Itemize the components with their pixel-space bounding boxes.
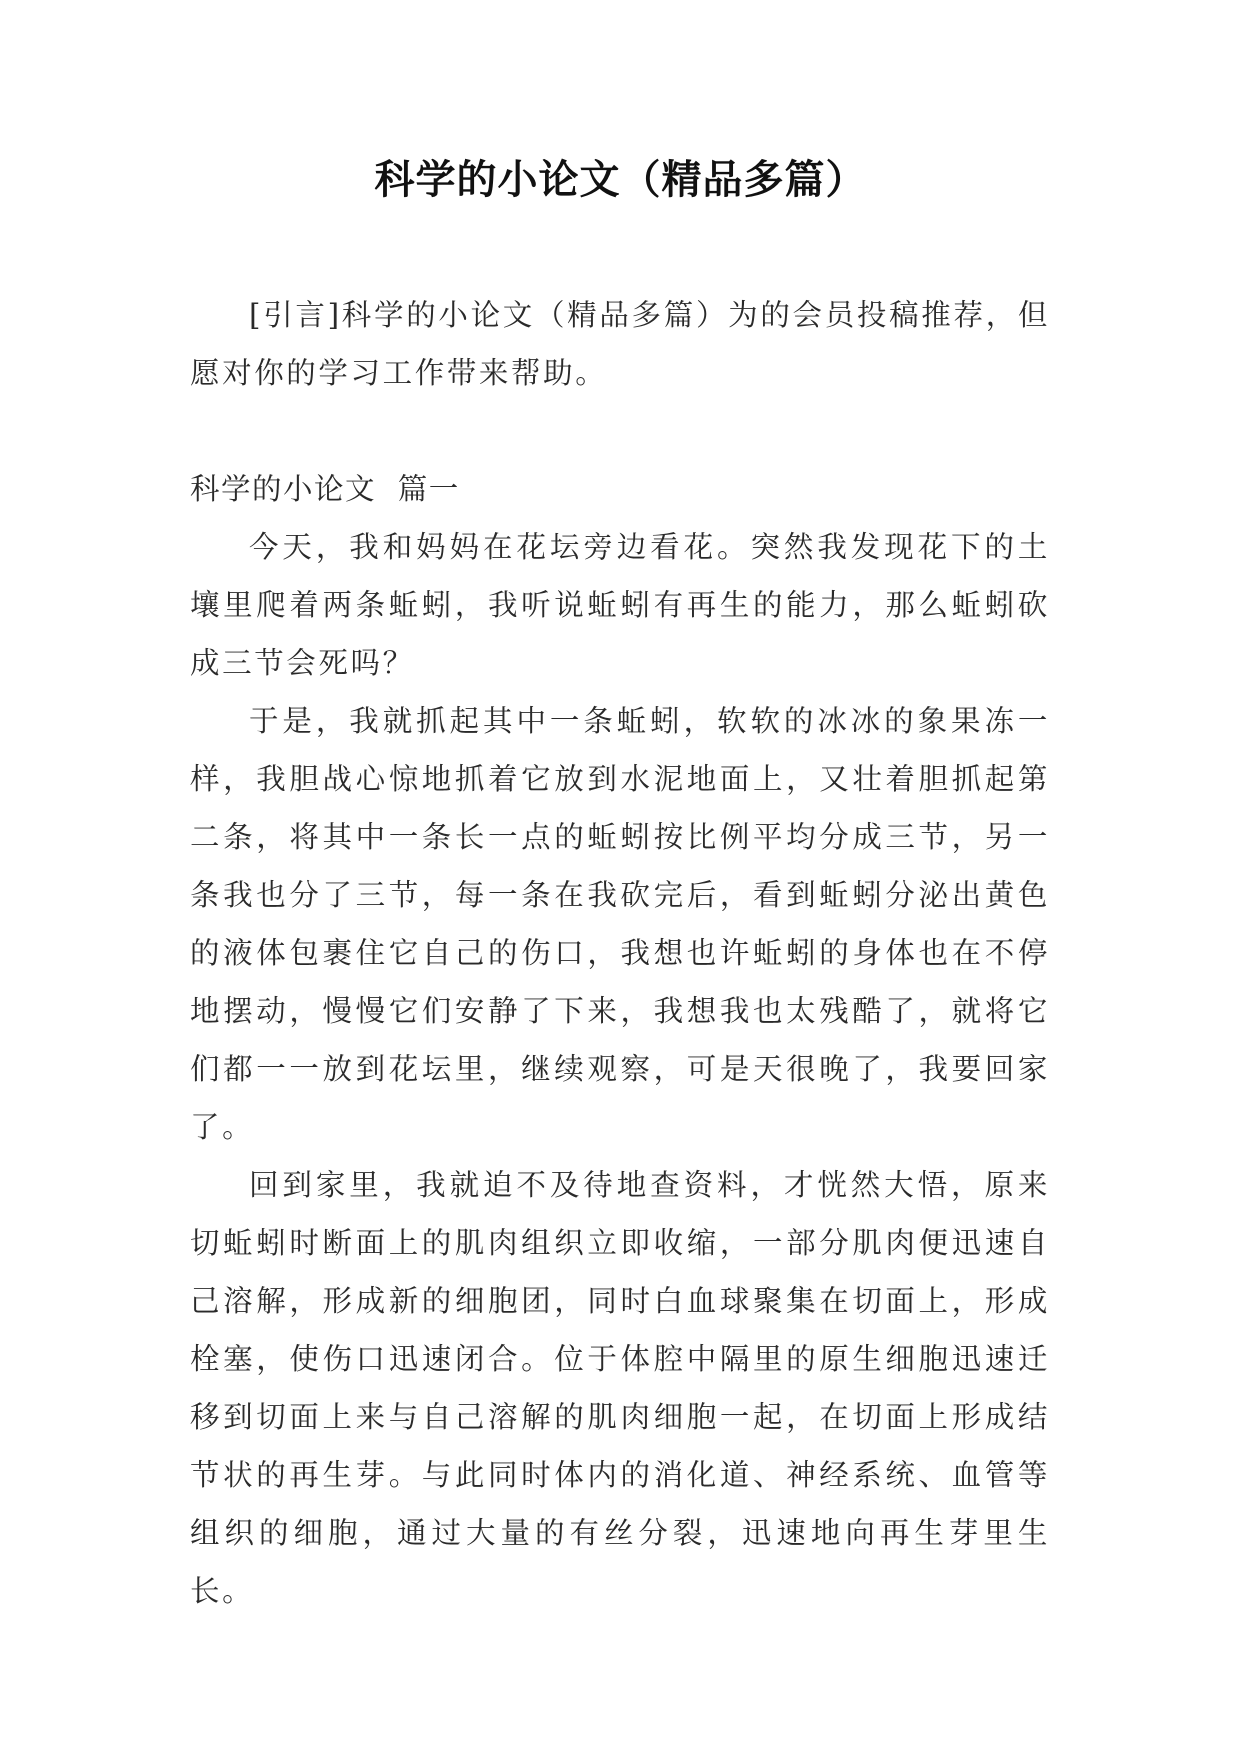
- paragraph-3: 回到家里，我就迫不及待地查资料，才恍然大悟，原来切蚯蚓时断面上的肌肉组织立即收缩，一部分肌肉便迅速自己溶解，形成新的细胞团，同时白血球聚集在切面上，形成栓塞，使伤口迅速闭合。位于体腔中隔里的原生细胞迅速迁移到切面上来与自己溶解的肌肉细胞一起，在切面上形成结节状的再生芽。与此同时体内的消化道、神经系统、血管等组织的细胞，通过大量的有丝分裂，迅速地向再生芽里生长。: [190, 1168, 1050, 1608]
- section-heading: 科学的小论文 篇一: [190, 472, 460, 506]
- article-body: [190, 518, 1050, 1620]
- intro-paragraph: [引言]科学的小论文（精品多篇）为的会员投稿推荐，但愿对你的学习工作带来帮助。: [190, 298, 1050, 390]
- document-title: 科学的小论文（精品多篇）: [374, 157, 867, 203]
- paragraph-1: 今天，我和妈妈在花坛旁边看花。突然我发现花下的土壤里爬着两条蚯蚓，我听说蚯蚓有再生的能力，那么蚯蚓砍成三节会死吗？: [190, 530, 1050, 680]
- intro-block: [190, 286, 1050, 402]
- paragraph-2: 于是，我就抓起其中一条蚯蚓，软软的冰冰的象果冻一样，我胆战心惊地抓着它放到水泥地面上，又壮着胆抓起第二条，将其中一条长一点的蚯蚓按比例平均分成三节，另一条我也分了三节，每一条在我砍完后，看到蚯蚓分泌出黄色的液体包裹住它自己的伤口，我想也许蚯蚓的身体也在不停地摆动，慢慢它们安静了下来，我想我也太残酷了，就将它们都一一放到花坛里，继续观察，可是天很晚了，我要回家了。: [190, 704, 1050, 1144]
